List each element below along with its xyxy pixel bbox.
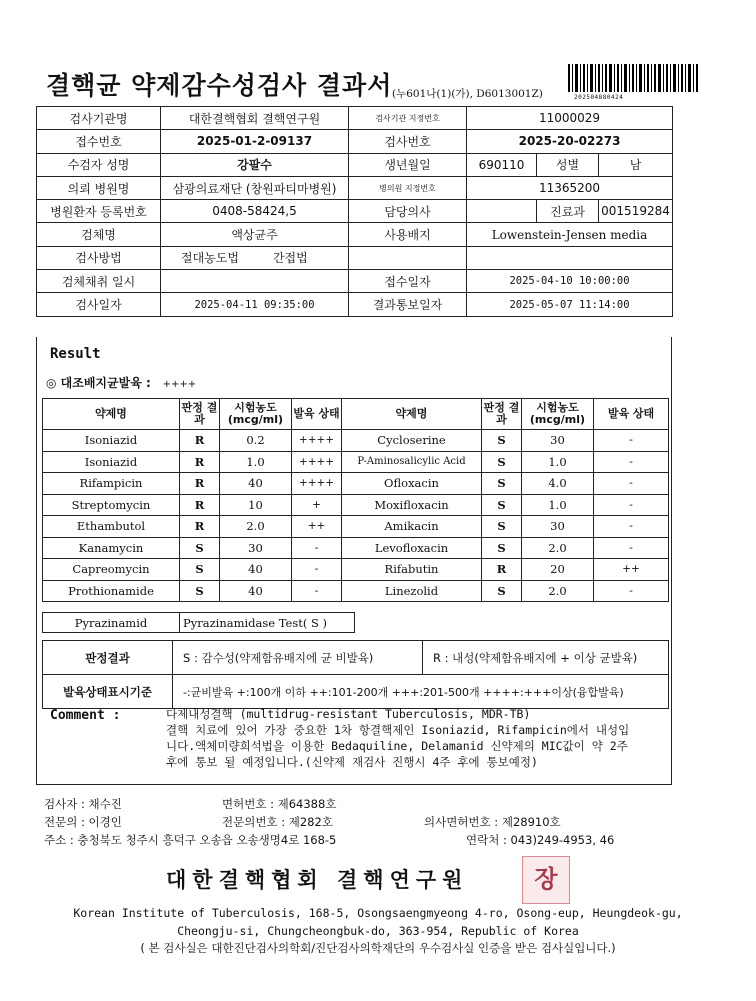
label-test-date: 검사일자 (37, 293, 161, 316)
drug-name: Linezolid (342, 580, 482, 602)
drug-result: R (180, 430, 220, 452)
drug-concentration: 2.0 (220, 516, 292, 538)
barcode-number: 202504880424 (574, 94, 624, 101)
specialist: 전문의 : 이경인 (44, 815, 122, 829)
drug-growth: + (292, 494, 342, 516)
drug-result: S (482, 516, 522, 538)
info-row (37, 107, 673, 130)
patient-registration: 0408-58424,5 (161, 200, 349, 223)
table-row (43, 473, 669, 495)
comment-label: Comment : (50, 708, 121, 723)
drug-growth: - (594, 473, 669, 495)
drug-growth: - (594, 430, 669, 452)
label-hospital-code: 병의원 지정번호 (349, 176, 467, 199)
drug-name: Amikacin (342, 516, 482, 538)
drug-growth: - (292, 580, 342, 602)
drug-name: Ofloxacin (342, 473, 482, 495)
control-growth (46, 374, 196, 391)
tester: 검사자 : 채수진 (44, 797, 122, 811)
info-row (37, 246, 673, 269)
label-patient-name: 수검자 성명 (37, 153, 161, 176)
institution-code: 11000029 (467, 107, 673, 130)
info-row (37, 153, 673, 176)
drug-result: S (482, 537, 522, 559)
test-date: 2025-04-11 09:35:00 (161, 293, 349, 316)
receipt-number: 2025-01-2-09137 (161, 130, 349, 153)
info-row (37, 200, 673, 223)
column-header: 약제명 (43, 399, 180, 430)
legend-growth-text: -:균비발육 +:100개 이하 ++:101-200개 +++:201-500개 ++++:+++이상(융합발육) (173, 675, 669, 709)
drug-result: S (482, 580, 522, 602)
hospital-code: 11365200 (467, 176, 673, 199)
drug-concentration: 30 (220, 537, 292, 559)
control-growth-value: ++++ (162, 379, 197, 390)
label-collection-time: 검체채취 일시 (37, 270, 161, 293)
collection-time (161, 270, 349, 293)
drug-concentration: 40 (220, 559, 292, 581)
table-row (43, 613, 355, 633)
info-row (37, 270, 673, 293)
drug-concentration: 30 (522, 516, 594, 538)
table-row (43, 494, 669, 516)
drug-name: Cycloserine (342, 430, 482, 452)
drug-growth: ++++ (292, 430, 342, 452)
table-row (43, 580, 669, 602)
drug-concentration: 1.0 (220, 451, 292, 473)
label-report-date: 결과통보일자 (349, 293, 467, 316)
drug-concentration: 10 (220, 494, 292, 516)
drug-name: Rifampicin (43, 473, 180, 495)
label-institution-code: 검사기관 지정번호 (349, 107, 467, 130)
drug-result: S (482, 473, 522, 495)
drug-concentration: 0.2 (220, 430, 292, 452)
drug-name: Levofloxacin (342, 537, 482, 559)
drug-name: Isoniazid (43, 451, 180, 473)
label-test-method: 검사방법 (37, 246, 161, 269)
column-header: 판정 결과 (482, 399, 522, 430)
drug-name: Prothionamide (43, 580, 180, 602)
drug-growth: - (594, 537, 669, 559)
info-row (37, 130, 673, 153)
label-sex: 성별 (537, 153, 599, 176)
drug-name: Rifabutin (342, 559, 482, 581)
label-test-number: 검사번호 (349, 130, 467, 153)
table-row (43, 537, 669, 559)
info-row (37, 176, 673, 199)
drug-growth: - (594, 580, 669, 602)
test-method (161, 246, 349, 269)
drug-concentration: 1.0 (522, 451, 594, 473)
drug-concentration: 4.0 (522, 473, 594, 495)
doctor (467, 200, 537, 223)
label-test-institution: 검사기관명 (37, 107, 161, 130)
birth-date: 690110 (467, 153, 537, 176)
license-number: 면허번호 : 제64388호 (222, 797, 337, 811)
drug-name: Streptomycin (43, 494, 180, 516)
label-department: 진료과 (537, 200, 599, 223)
info-row (37, 293, 673, 316)
label-doctor: 담당의사 (349, 200, 467, 223)
drug-result: R (482, 559, 522, 581)
receipt-date: 2025-04-10 10:00:00 (467, 270, 673, 293)
legend-judge-label: 판정결과 (43, 641, 173, 675)
department: 001519284 (599, 200, 673, 223)
document-title: 결핵균 약제감수성검사 결과서 (46, 71, 393, 100)
official-seal: 장 (522, 856, 570, 904)
drug-result: S (180, 580, 220, 602)
drug-result: S (180, 537, 220, 559)
drug-concentration: 40 (220, 473, 292, 495)
label-hospital-name: 의뢰 병원명 (37, 176, 161, 199)
column-header: 시험농도 (mcg/ml) (220, 399, 292, 430)
control-growth-label: ◎ 대조배지균발육 : (46, 376, 151, 390)
sex: 남 (599, 153, 673, 176)
drug-growth: - (594, 494, 669, 516)
patient-name: 강팔수 (161, 153, 349, 176)
patient-info-table (36, 106, 673, 317)
drug-concentration: 2.0 (522, 580, 594, 602)
drug-result: R (180, 451, 220, 473)
drug-growth: - (292, 537, 342, 559)
legend-judge-r: R : 내성(약제함유배지에 + 이상 균발육) (423, 641, 669, 675)
drug-growth: ++ (594, 559, 669, 581)
table-row (43, 559, 669, 581)
form-code: (누601나(1)(가), D6013001Z) (392, 88, 543, 100)
column-header: 발육 상태 (292, 399, 342, 430)
drug-result: R (180, 473, 220, 495)
medium: Lowenstein-Jensen media (467, 223, 673, 246)
comment-line: 후에 통보 될 예정입니다.(신약제 재검사 진행시 4주 후에 통보예정) (166, 755, 538, 769)
drug-concentration: 30 (522, 430, 594, 452)
drug-concentration: 40 (220, 580, 292, 602)
column-header: 판정 결과 (180, 399, 220, 430)
institute-name: 대한결핵협회 결핵연구원 (166, 867, 469, 892)
label-specimen: 검체명 (37, 223, 161, 246)
specimen: 액상균주 (161, 223, 349, 246)
table-row (43, 516, 669, 538)
barcode-icon (568, 64, 698, 92)
pyrazinamid-name: Pyrazinamid (43, 613, 180, 633)
column-header: 약제명 (342, 399, 482, 430)
test-number: 2025-20-02273 (467, 130, 673, 153)
label-medium: 사용배지 (349, 223, 467, 246)
contact: 연락처 : 043)249-4953, 46 (466, 833, 615, 847)
drug-result: S (482, 494, 522, 516)
address-english-line: Cheongju-si, Chungcheongbuk-do, 363-954, Republic of Korea (177, 924, 579, 938)
comment-line: 결핵 치료에 있어 가장 중요한 1차 항결핵제인 Isoniazid, Rifampicin에서 내성입 (166, 723, 630, 737)
drug-result: R (180, 494, 220, 516)
drug-result: S (180, 559, 220, 581)
label-receipt-number: 접수번호 (37, 130, 161, 153)
drug-result: S (482, 451, 522, 473)
test-method-secondary: 간접법 (272, 251, 308, 266)
address: 주소 : 충청북도 청주시 흥덕구 오송읍 오송생명4로 168-5 (44, 833, 337, 847)
column-header: 발육 상태 (594, 399, 669, 430)
legend-growth-label: 발육상태표시기준 (43, 675, 173, 709)
drug-growth: - (594, 451, 669, 473)
drug-growth: ++ (292, 516, 342, 538)
drug-growth: ++++ (292, 473, 342, 495)
legend-judge-s: S : 감수성(약제함유배지에 균 비발육) (173, 641, 423, 675)
pyrazinamid-table (42, 612, 355, 633)
certification-note: ( 본 검사실은 대한진단검사의학회/진단검사의학재단의 우수검사실 인증을 받은 검사실입니다.) (140, 941, 616, 955)
drug-growth: ++++ (292, 451, 342, 473)
comment-line: 다제내성결핵 (multidrug-resistant Tuberculosis, MDR-TB) (166, 707, 531, 721)
drug-name: Capreomycin (43, 559, 180, 581)
drug-concentration: 1.0 (522, 494, 594, 516)
address-english-line: Korean Institute of Tuberculosis, 168-5, Osongsaengmyeong 4-ro, Osong-eup, Heungdeok-gu, (73, 906, 683, 920)
test-institution: 대한결핵협회 결핵연구원 (161, 107, 349, 130)
drug-name: Kanamycin (43, 537, 180, 559)
drug-result: R (180, 516, 220, 538)
drug-name: Isoniazid (43, 430, 180, 452)
drug-name: Moxifloxacin (342, 494, 482, 516)
drug-growth: - (292, 559, 342, 581)
legend-row (43, 675, 669, 709)
report-date: 2025-05-07 11:14:00 (467, 293, 673, 316)
table-row (43, 430, 669, 452)
drug-concentration: 2.0 (522, 537, 594, 559)
drug-result: S (482, 430, 522, 452)
test-method-primary: 절대농도법 (181, 251, 239, 266)
legend-row (43, 641, 669, 675)
label-birth-date: 생년월일 (349, 153, 467, 176)
pyrazinamid-result: Pyrazinamidase Test( S ) (180, 613, 355, 633)
drug-name: Ethambutol (43, 516, 180, 538)
empty-cell (467, 246, 673, 269)
drug-concentration: 20 (522, 559, 594, 581)
drug-name: P-Aminosalicylic Acid (342, 451, 482, 473)
drug-growth: - (594, 516, 669, 538)
doctor-license-number: 의사면허번호 : 제28910호 (424, 815, 561, 829)
info-row (37, 223, 673, 246)
label-receipt-date: 접수일자 (349, 270, 467, 293)
label-patient-registration: 병원환자 등록번호 (37, 200, 161, 223)
column-header: 시험농도 (mcg/ml) (522, 399, 594, 430)
comment-line: 니다.액체미량희석법을 이용한 Bedaquiline, Delamanid 신약제의 MIC값이 약 2주 (166, 739, 628, 753)
table-header-row (43, 399, 669, 430)
table-row (43, 451, 669, 473)
legend-table (42, 640, 669, 709)
specialist-number: 전문의번호 : 제282호 (222, 815, 333, 829)
hospital-name: 삼광의료재단 (창원파티마병원) (161, 176, 349, 199)
drug-susceptibility-table (42, 398, 669, 602)
result-title: Result (50, 346, 101, 362)
empty-cell (349, 246, 467, 269)
